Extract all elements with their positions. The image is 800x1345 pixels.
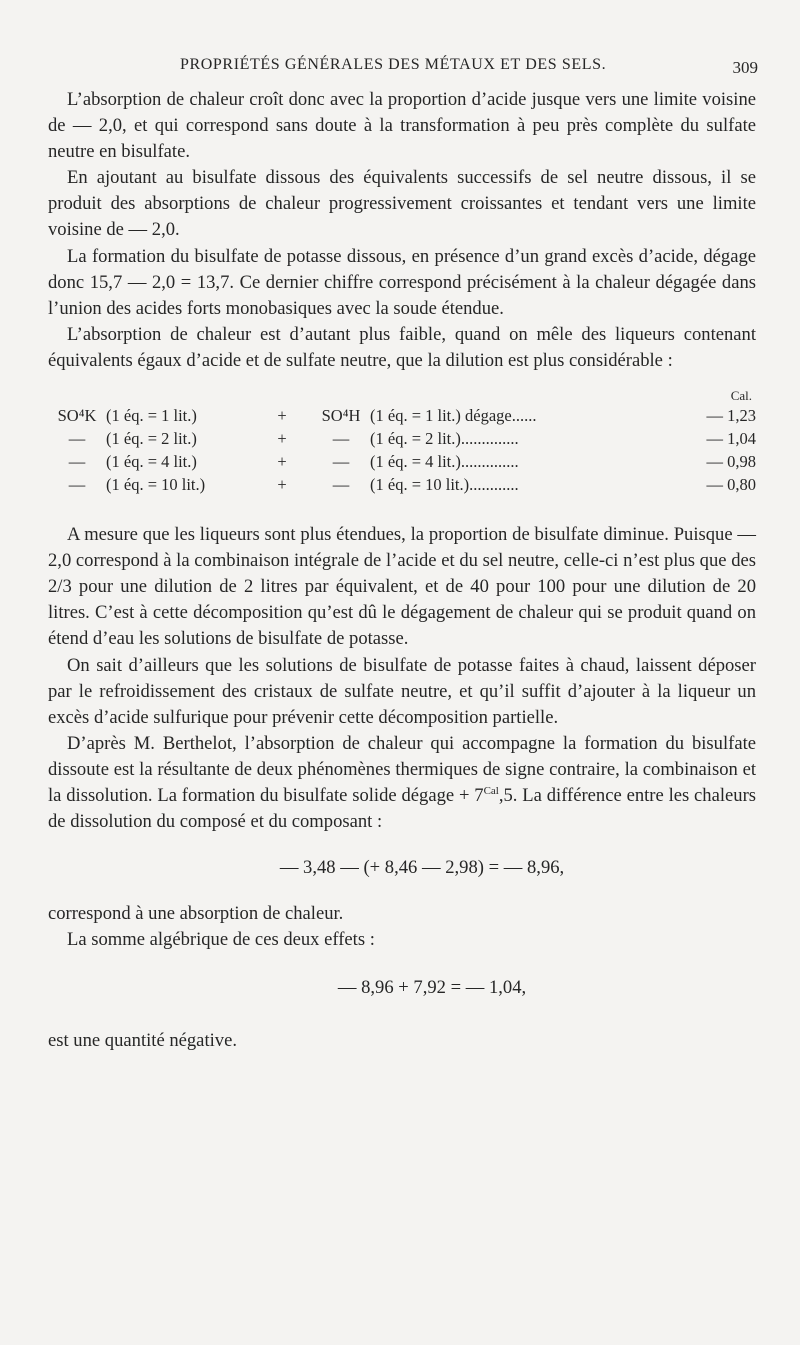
table-row bbox=[48, 473, 756, 496]
acid-conc-cell: (1 éq. = 1 lit.) dégage...... bbox=[370, 406, 537, 426]
salt-cell: SO⁴K bbox=[57, 406, 97, 426]
dilution-table bbox=[48, 388, 756, 496]
paragraph-6: On sait d’ailleurs que les solutions de bisulfate de potasse faites à chaud, laissent déposer par le refroidissement des cristaux de sulfate neutre, et qu’il suffit d’ajouter à la liqueur un excès d’acide sulfurique pour prévenir cette décomposition partielle. bbox=[48, 654, 756, 728]
paragraph-5: A mesure que les liqueurs sont plus étendues, la proportion de bisulfate diminue. Puisque — 2,0 correspond à la combinaison intégrale de l’acide et du sel neutre, celle-ci n’est plus que des 2/3 pour une dilution de 2 litres par équivalent, et de 40 pour 100 pour une dilution de 20 litres. C’est à cette décomposition qu’est dû le dégagement de chaleur qui se produit quand on étend d’eau les solutions de bisulfate de potasse. bbox=[48, 524, 756, 650]
value-cell: — 0,98 bbox=[706, 452, 756, 472]
value-cell: — 1,23 bbox=[706, 406, 756, 426]
table-unit: Cal. bbox=[730, 388, 752, 404]
table-row bbox=[48, 404, 756, 427]
equation-1: — 3,48 — (+ 8,46 — 2,98) = — 8,96, bbox=[279, 857, 565, 879]
acid-conc-cell: (1 éq. = 10 lit.)............ bbox=[370, 475, 519, 495]
salt-conc-cell: (1 éq. = 10 lit.) bbox=[106, 475, 206, 495]
table-row bbox=[48, 427, 756, 450]
paragraph-1: L’absorption de chaleur croît donc avec la proportion d’acide jusque vers une limite voisine de — 2,0, et qui correspond sans doute à la transformation à peu près complète du sulfate neutre en bisulfate. bbox=[48, 89, 756, 163]
paragraph-4: L’absorption de chaleur est d’autant plus faible, quand on mêle des liqueurs contenant équivalents égaux d’acide et de sulfate neutre, que la dilution est plus considérable : bbox=[48, 323, 756, 371]
op-cell: + bbox=[277, 406, 287, 426]
paragraph-8: correspond à une absorption de chaleur. bbox=[48, 903, 344, 925]
op-cell: + bbox=[277, 452, 287, 472]
paragraph-3: La formation du bisulfate de potasse dissous, en présence d’un grand excès d’acide, dégage donc 15,7 — 2,0 = 13,7. Ce dernier chiffre correspond précisément à la chaleur dégagée dans l’union des acides forts monobasiques avec la soude étendue. bbox=[48, 245, 756, 319]
paragraph-9: La somme algébrique de ces deux effets : bbox=[67, 929, 375, 951]
acid-cell: — bbox=[332, 452, 350, 472]
salt-cell: — bbox=[68, 429, 86, 449]
paragraph-7 bbox=[48, 731, 756, 835]
op-cell: + bbox=[277, 475, 287, 495]
equation-2: — 8,96 + 7,92 = — 1,04, bbox=[337, 977, 527, 999]
salt-conc-cell: (1 éq. = 2 lit.) bbox=[106, 429, 197, 449]
acid-cell: — bbox=[332, 475, 350, 495]
salt-conc-cell: (1 éq. = 1 lit.) bbox=[106, 406, 197, 426]
salt-conc-cell: (1 éq. = 4 lit.) bbox=[106, 452, 197, 472]
value-cell: — 0,80 bbox=[706, 475, 756, 495]
acid-cell: — bbox=[332, 429, 350, 449]
op-cell: + bbox=[277, 429, 287, 449]
cal-superscript: Cal bbox=[483, 784, 499, 797]
running-head: PROPRIÉTÉS GÉNÉRALES DES MÉTAUX ET DES SELS. bbox=[180, 56, 607, 73]
acid-conc-cell: (1 éq. = 2 lit.).............. bbox=[370, 429, 519, 449]
after-table-section bbox=[48, 522, 756, 835]
paragraph-2: En ajoutant au bisulfate dissous des équivalents successifs de sel neutre dissous, il se produit des absorptions de chaleur progressivement croissantes et tendant vers une limite voisine de — 2,0. bbox=[48, 167, 756, 241]
page-body bbox=[48, 87, 756, 1054]
acid-cell: SO⁴H bbox=[321, 406, 361, 426]
page-header bbox=[48, 56, 758, 80]
paragraph-10: est une quantité négative. bbox=[48, 1029, 237, 1051]
paragraph-7-end: ,5. La différence entre les chaleurs de dissolution du composé et du composant : bbox=[48, 784, 756, 833]
salt-cell: — bbox=[68, 452, 86, 472]
salt-cell: — bbox=[68, 475, 86, 495]
table-row bbox=[48, 450, 756, 473]
paragraph-7-start: D’après M. Berthelot, l’absorption de chaleur qui accompagne la formation du bisulfate dissoute est la résultante de deux phénomènes thermiques de signe contraire, la combinaison et la dissolution. La formation du bisulfate solide dégage + 7 bbox=[48, 732, 756, 806]
value-cell: — 1,04 bbox=[706, 429, 756, 449]
acid-conc-cell: (1 éq. = 4 lit.).............. bbox=[370, 452, 519, 472]
page-number: 309 bbox=[732, 58, 758, 77]
